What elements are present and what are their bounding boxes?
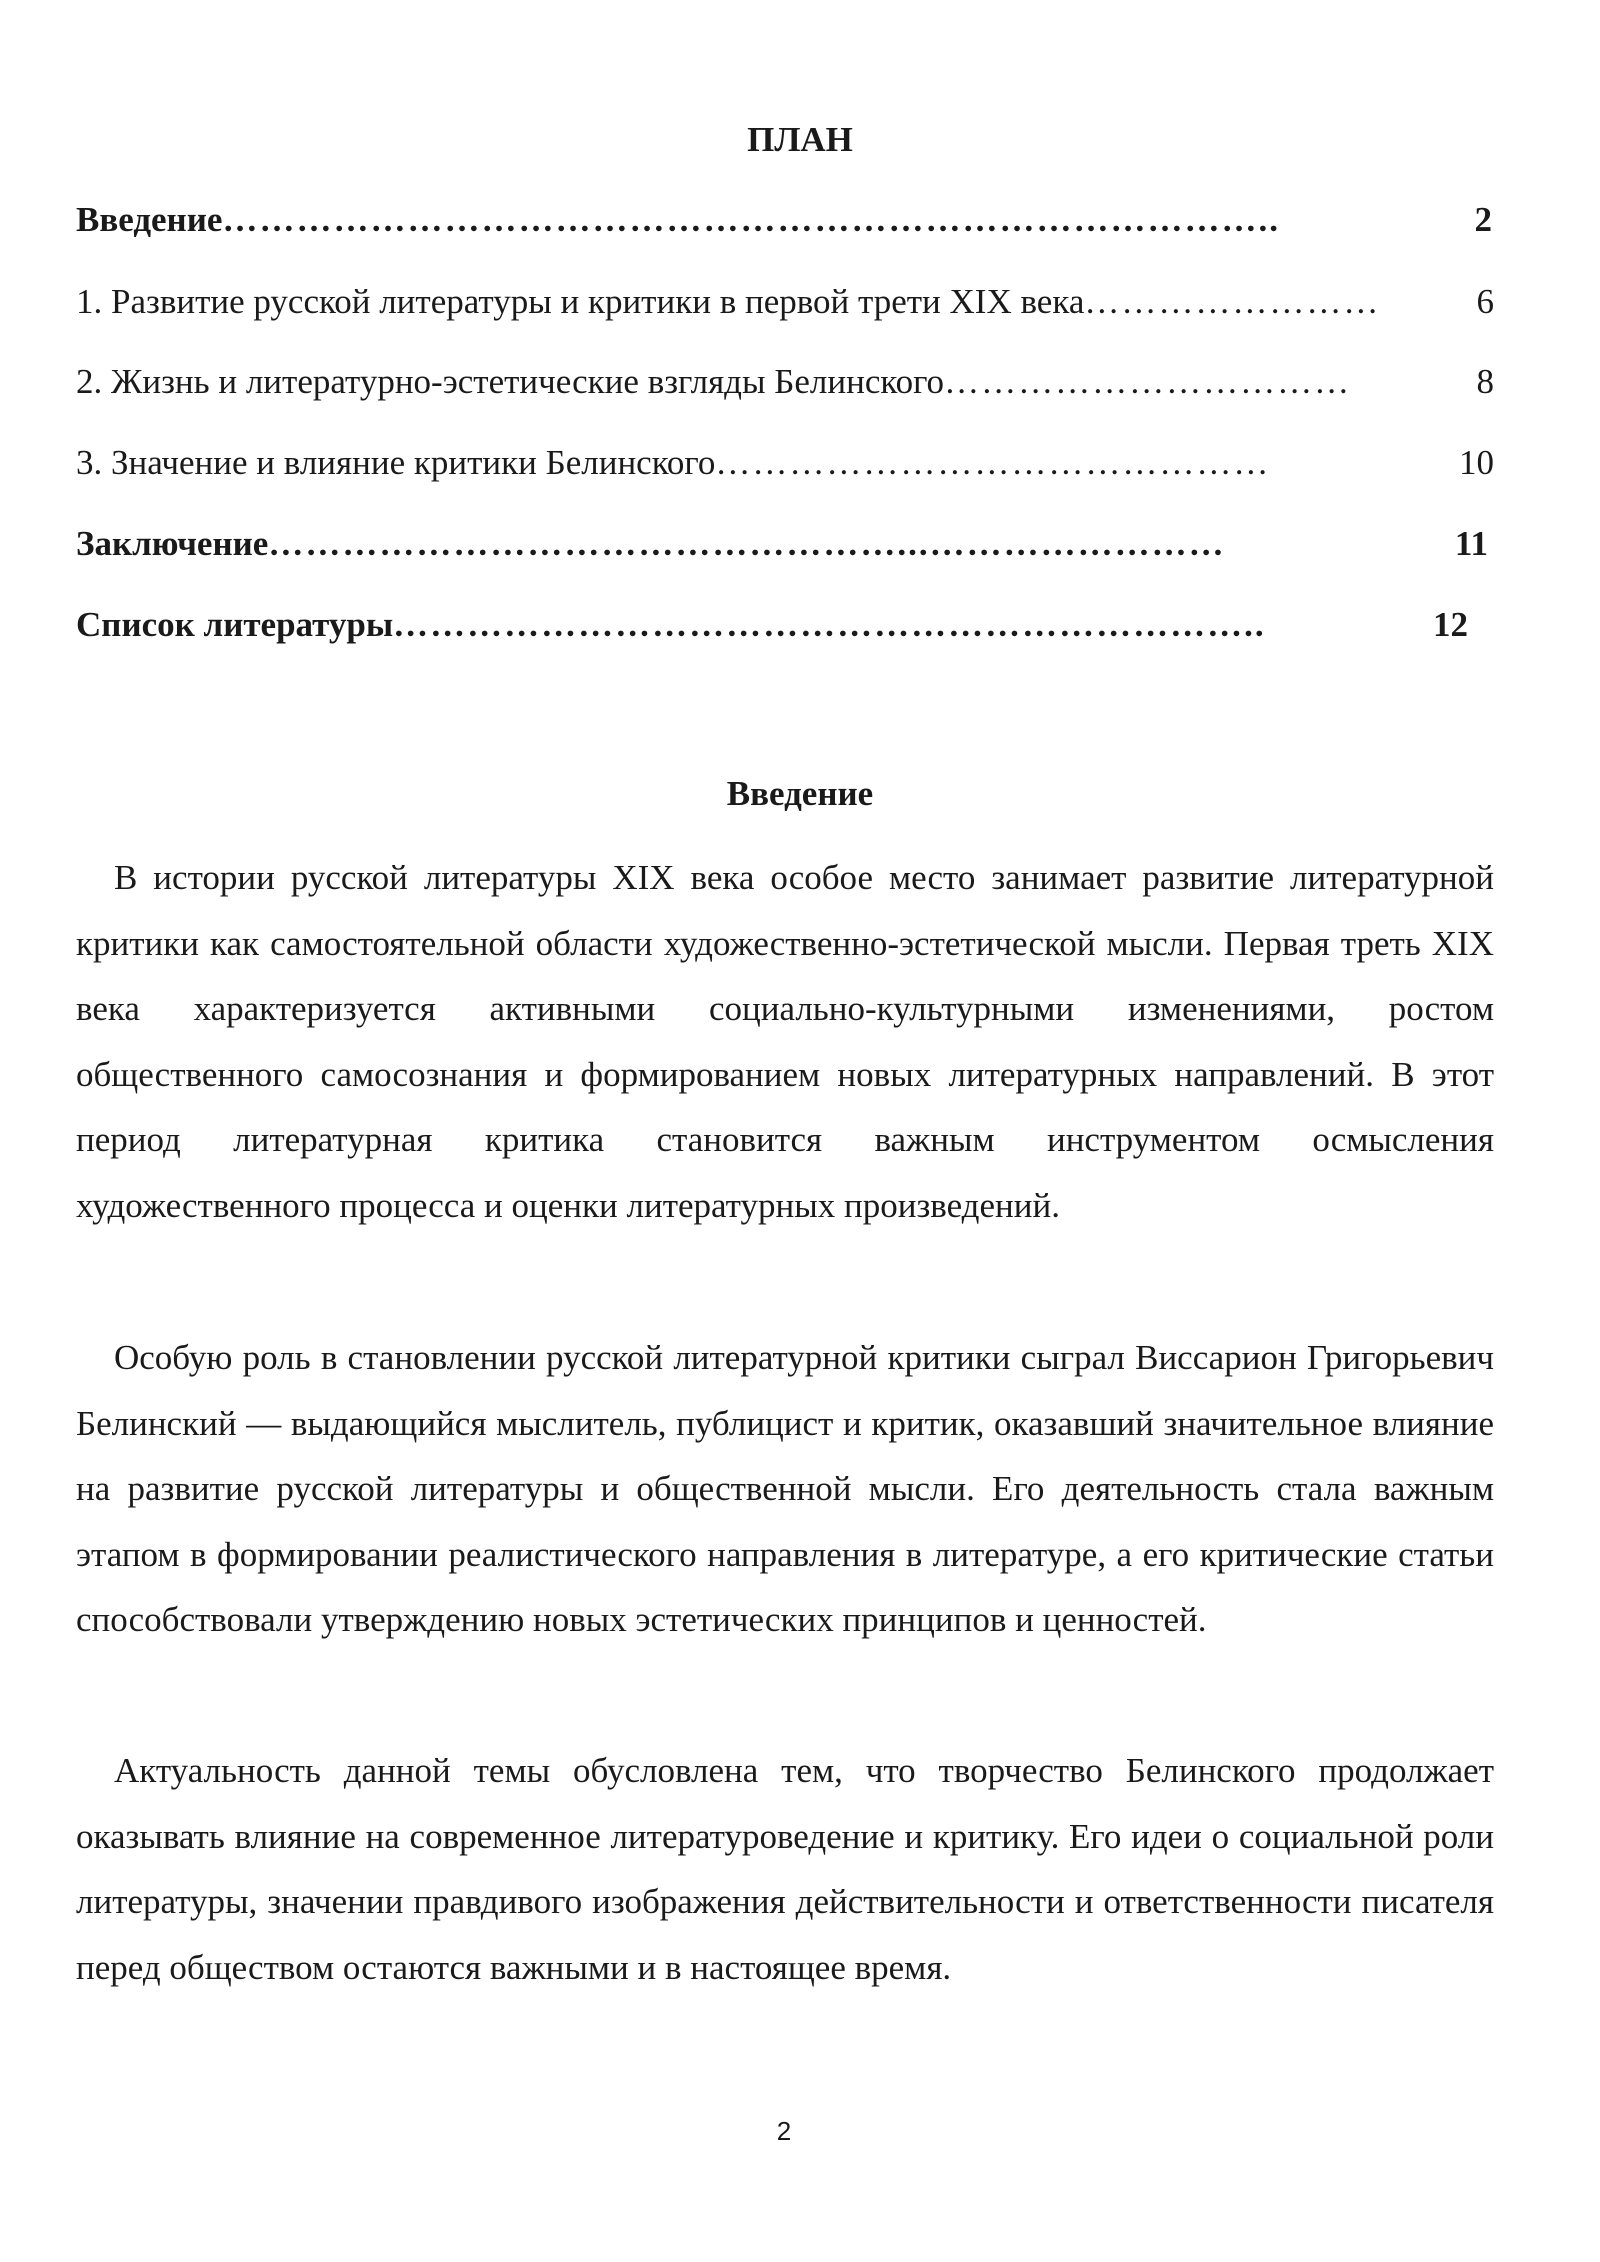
toc-entry-leader: …………………………… <box>944 362 1352 401</box>
toc-entry-text: 2. Жизнь и литературно-эстетические взгляды Белинского <box>76 362 945 401</box>
toc-entry-conclusion <box>76 520 1488 568</box>
toc-entry-leader: ……………………………………… <box>715 443 1271 482</box>
toc-entry-leader: ………………………………………………………………………….. <box>222 200 1280 239</box>
page-number: 2 <box>776 2116 792 2146</box>
introduction-paragraph-1: В истории русской литературы XIX века особое место занимает развитие литературной критики как самостоятельной области художественно-эстетической мысли. Первая треть XIX века характеризуется активными социально-культурными изменениями, ростом общественного самосознания и формированием новых литературных направлений. В этот период литературная критика становится важным инструментом осмысления художественного процесса и оценки литературных произведений. <box>76 858 1494 1225</box>
toc-entry-text: 1. Развитие русской литературы и критики в первой трети XIX века <box>76 282 1085 321</box>
toc-entry-leader: …………………… <box>1084 282 1381 321</box>
toc-entry-text: 3. Значение и влияние критики Белинского <box>76 443 716 482</box>
toc-entry-chapter-3 <box>76 439 1494 487</box>
toc-entry-chapter-1 <box>76 278 1494 326</box>
toc-entry-text: Заключение <box>76 524 269 563</box>
introduction-paragraph-2: Особую роль в становлении русской литературной критики сыграл Виссарион Григорьевич Белинский — выдающийся мыслитель, публицист и критик, оказавший значительное влияние на развитие русской литературы и общественной мысли. Его деятельность стала важным этапом в формировании реалистического направления в литературе, а его критические статьи способствовали утверждению новых эстетических принципов и ценностей. <box>76 1338 1494 1639</box>
toc-entry-text: Введение <box>76 200 223 239</box>
toc-entry-text: Список литературы <box>76 605 394 644</box>
toc-entry-page: 10 <box>1459 443 1494 482</box>
toc-entry-page: 12 <box>1433 605 1468 644</box>
toc-entry-bibliography <box>76 601 1468 649</box>
toc-entry-chapter-2 <box>76 358 1494 406</box>
toc-entry-page: 11 <box>1454 524 1488 563</box>
toc-entry-page: 6 <box>1476 282 1494 321</box>
toc-entry-leader: ……………………………………………...…………………… <box>268 524 1226 563</box>
toc-entry-introduction <box>76 196 1492 244</box>
toc-entry-leader: …………………………………………………………….. <box>393 605 1266 644</box>
introduction-heading: Введение <box>726 774 874 813</box>
toc-entry-page: 2 <box>1474 200 1492 239</box>
toc-entry-page: 8 <box>1476 362 1494 401</box>
introduction-paragraph-3: Актуальность данной темы обусловлена тем, что творчество Белинского продолжает оказывать влияние на современное литературоведение и критику. Его идеи о социальной роли литературы, значении правдивого изображения действительности и ответственности писателя перед обществом остаются важными и в настоящее время. <box>76 1751 1494 1987</box>
plan-title: ПЛАН <box>747 120 853 159</box>
